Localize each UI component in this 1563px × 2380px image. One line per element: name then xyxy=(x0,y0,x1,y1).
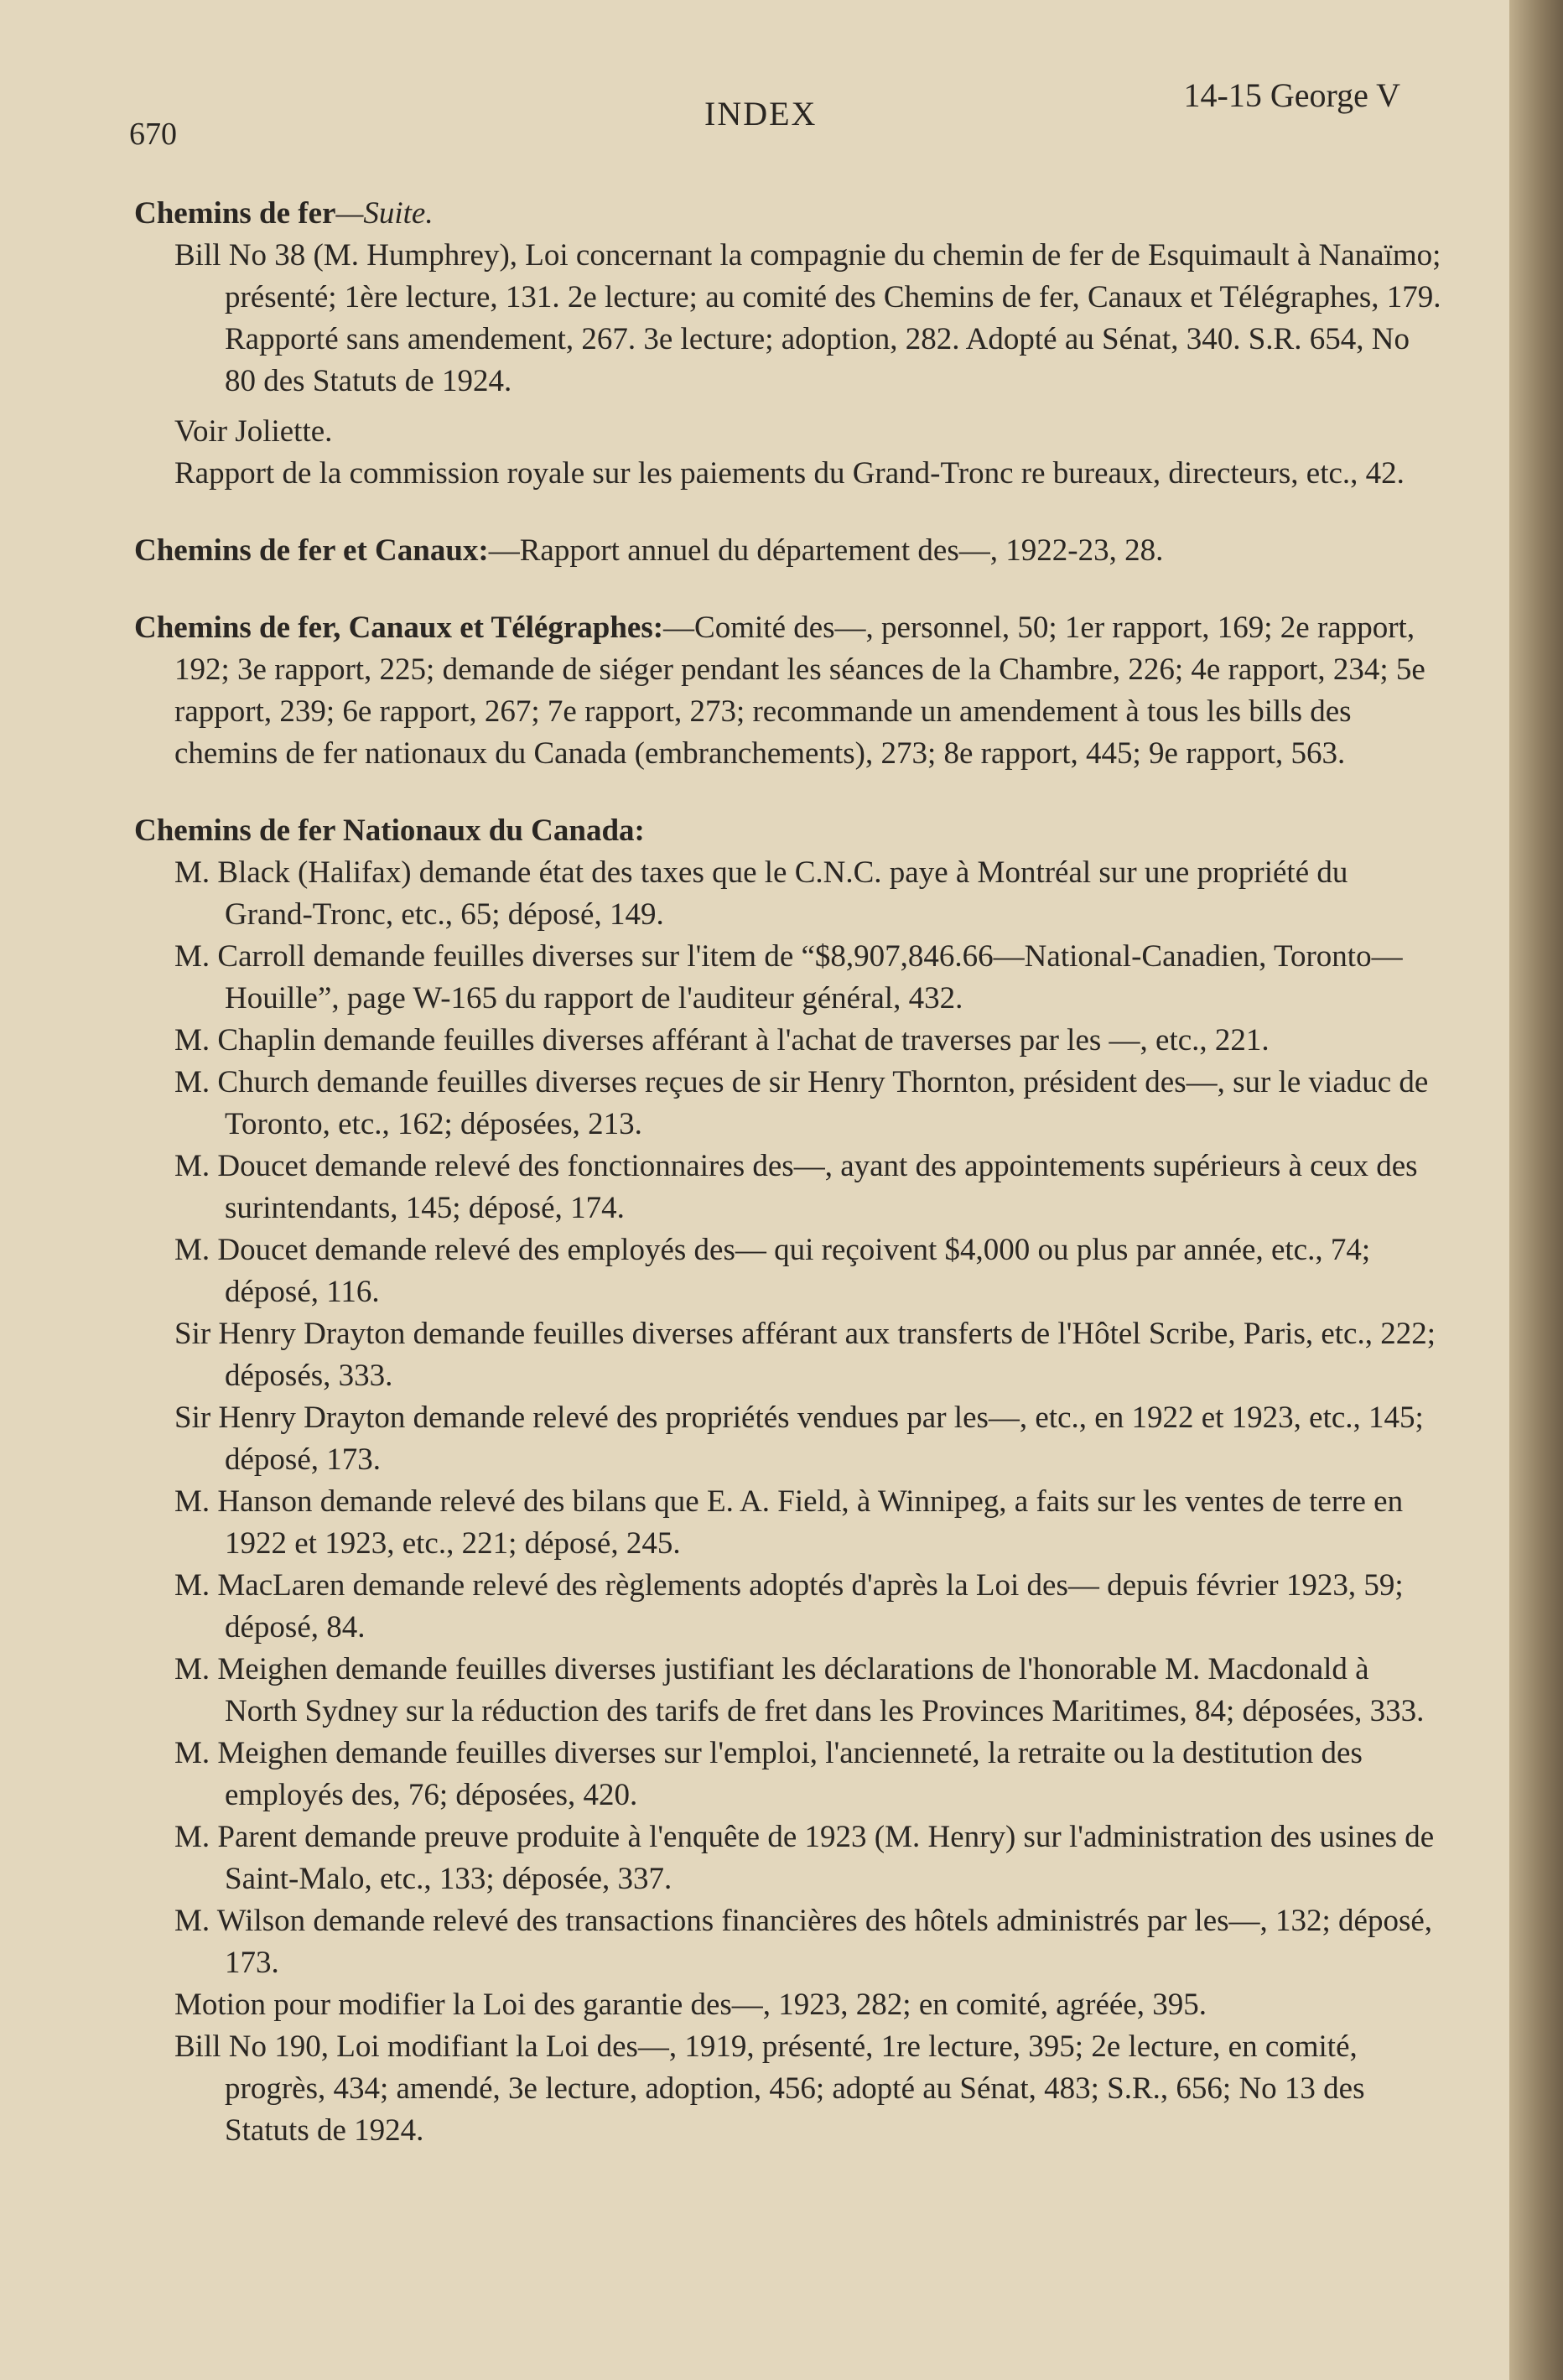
list-item: M. Doucet demande relevé des employés des— qui reçoivent $4,000 ou plus par année, etc., 74; déposé, 116. xyxy=(174,1233,1371,1309)
list-item: M. Meighen demande feuilles diverses justifiant les déclarations de l'honorable M. Macdonald à North Sydney sur la réduction des tarifs de fret dans les Provinces Maritimes, 84; déposées, 333. xyxy=(174,1652,1425,1728)
list-item: M. Church demande feuilles diverses reçues de sir Henry Thornton, président des—, sur le viaduc de Toronto, etc., 162; déposées, 213. xyxy=(174,1065,1429,1141)
list-item: Motion pour modifier la Loi des garantie des—, 1923, 282; en comité, agréée, 395. xyxy=(174,1988,1207,2022)
index-entry xyxy=(134,530,1442,572)
page-edge xyxy=(1509,0,1563,2380)
list-item: Sir Henry Drayton demande relevé des propriétés vendues par les—, etc., en 1922 et 1923, etc., 145; déposé, 173. xyxy=(174,1400,1424,1477)
index-entry xyxy=(134,193,1442,495)
entry-heading: Chemins de fer xyxy=(134,196,336,231)
list-item: M. Parent demande preuve produite à l'enquête de 1923 (M. Henry) sur l'administration des usines de Saint-Malo, etc., 133; déposée, 337. xyxy=(174,1820,1435,1896)
index-entry xyxy=(134,810,1442,2152)
entry-heading: Chemins de fer, Canaux et Télégraphes: xyxy=(134,611,664,645)
list-item: Voir Joliette. xyxy=(174,414,333,449)
list-item: M. Meighen demande feuilles diverses sur l'emploi, l'ancienneté, la retraite ou la destitution des employés des, 76; déposées, 420. xyxy=(174,1736,1363,1812)
list-item: M. Chaplin demande feuilles diverses afférant à l'achat de traverses par les —, etc., 221. xyxy=(174,1023,1270,1057)
list-item: Sir Henry Drayton demande feuilles diverses afférant aux transferts de l'Hôtel Scribe, Paris, etc., 222; déposés, 333. xyxy=(174,1317,1436,1393)
reign-label: 14-15 George V xyxy=(1183,76,1400,114)
entry-suite: —Suite. xyxy=(335,196,434,231)
list-item: M. Doucet demande relevé des fonctionnaires des—, ayant des appointements supérieurs à ceux des surintendants, 145; déposé, 174. xyxy=(174,1149,1418,1225)
entry-heading: Chemins de fer Nationaux du Canada: xyxy=(134,813,645,848)
page-title: INDEX xyxy=(704,95,818,133)
entry-text: —Comité des—, personnel, 50; 1er rapport, 169; 2e rapport, 192; 3e rapport, 225; demande de siéger pendant les séances de la Chambre, 226; 4e rapport, 234; 5e rapport, 239; 6e rapport, 267; 7e rapport, 273; recommande un amendement à tous les bills des chemins de fer nationaux du Canada (embranchements), 273; 8e rapport, 445; 9e rapport, 563. xyxy=(174,611,1425,771)
index-content xyxy=(134,193,1442,2187)
page-number: 670 xyxy=(129,117,177,152)
running-header xyxy=(126,75,1400,151)
list-item: M. Carroll demande feuilles diverses sur l'item de “$8,907,846.66—National-Canadien, Toronto—Houille”, page W-165 du rapport de l'auditeur général, 432. xyxy=(174,939,1403,1016)
list-item: Bill No 38 (M. Humphrey), Loi concernant la compagnie du chemin de fer de Esquimault à Nanaïmo; présenté; 1ère lecture, 131. 2e lecture; au comité des Chemins de fer, Canaux et Télégraphes, 179. Rapporté sans amendement, 267. 3e lecture; adoption, 282. Adopté au Sénat, 340. S.R. 654, No 80 des Statuts de 1924. xyxy=(174,238,1441,398)
entry-heading: Chemins de fer et Canaux: xyxy=(134,533,489,568)
entry-text: —Rapport annuel du département des—, 1922-23, 28. xyxy=(488,533,1164,568)
list-item: Rapport de la commission royale sur les paiements du Grand-Tronc re bureaux, directeurs, etc., 42. xyxy=(174,456,1405,491)
list-item: M. Wilson demande relevé des transactions financières des hôtels administrés par les—, 132; déposé, 173. xyxy=(174,1904,1433,1980)
list-item: M. Black (Halifax) demande état des taxes que le C.N.C. paye à Montréal sur une propriété du Grand-Tronc, etc., 65; déposé, 149. xyxy=(174,855,1348,932)
index-entry xyxy=(134,607,1442,775)
list-item: Bill No 190, Loi modifiant la Loi des—, 1919, présenté, 1re lecture, 395; 2e lecture, en comité, progrès, 434; amendé, 3e lecture, adoption, 456; adopté au Sénat, 483; S.R., 656; No 13 des Statuts de 1924. xyxy=(174,2029,1365,2148)
list-item: M. Hanson demande relevé des bilans que E. A. Field, à Winnipeg, a faits sur les ventes de terre en 1922 et 1923, etc., 221; déposé, 245. xyxy=(174,1484,1404,1561)
list-item: M. MacLaren demande relevé des règlements adoptés d'après la Loi des— depuis février 1923, 59; déposé, 84. xyxy=(174,1568,1404,1645)
